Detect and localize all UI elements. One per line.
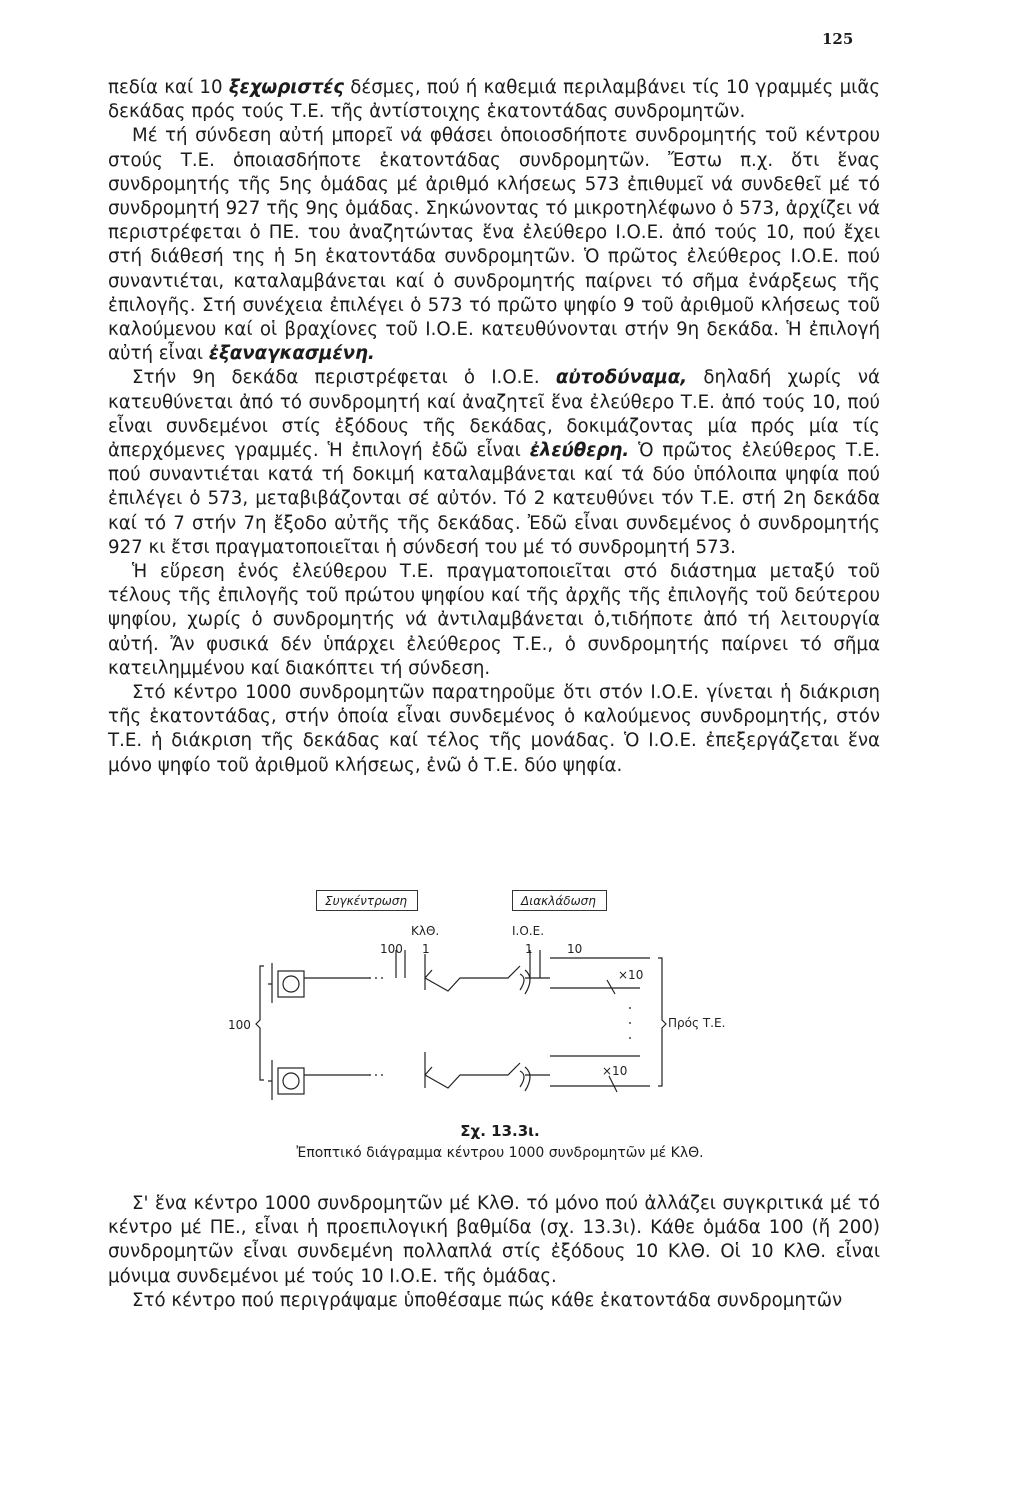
label-1-right: 1 — [525, 942, 533, 956]
text-run: Στό κέντρο 1000 συνδρομητῶν παρατηροῦμε ὅτι στόν Ι.Ο.Ε. γίνεται ἡ διάκριση τῆς ἑκατοντάδας, στήν ὁποία εἶναι συνδεμένος ὁ καλούμενος συνδρομητής, στόν Τ.Ε. ἡ διάκριση τῆς δεκάδας καί τέλος τῆς μονάδας. Ὁ Ι.Ο.Ε. ἐπεξεργάζεται ἕνα μόνο ψηφίο τοῦ ἀριθμοῦ κλήσεως, ἐνῶ ὁ Τ.Ε. δύο ψηφία. — [108, 682, 880, 776]
paragraph — [108, 124, 880, 366]
page-number: 125 — [822, 30, 854, 48]
label-concentration: Συγκέντρωση — [316, 890, 418, 911]
concentration-bank-line — [304, 978, 370, 1075]
label-100-group: 100 — [228, 1018, 251, 1032]
block-diagram — [220, 878, 780, 1118]
text-run: δέσμες, πού ή καθεμιά περιλαμβάνει τίς 10 γραμμές μιᾶς δεκάδας πρός τούς Τ.Ε. τῆς ἀντίστοιχης ἑκατοντάδας συνδρομητῶν. — [108, 77, 880, 123]
emphasis-term: ξεχωριστές — [228, 77, 345, 98]
group-brace — [256, 966, 264, 1080]
paragraph — [108, 76, 880, 124]
label-ioe: Ι.Ο.Ε. — [512, 924, 545, 938]
label-x10-bottom: ×10 — [602, 1064, 628, 1078]
emphasis-term: ἐξαναγκασμένη. — [208, 343, 375, 365]
label-10: 10 — [567, 942, 583, 956]
subscriber-phone-top — [278, 971, 304, 997]
figure-caption-text: Ἐποπτικό διάγραμμα κέντρου 1000 συνδρομητῶν μέ ΚλΘ. — [296, 1145, 704, 1161]
text-run: Ἡ εὕρεση ἑνός ἐλεύθερου Τ.Ε. πραγματοποιεῖται στό διάστημα μεταξύ τοῦ τέλους τῆς ἐπιλογῆς τοῦ πρώτου ψηφίου καί τῆς ἀρχῆς τῆς ἐπιλογῆς τοῦ δεύτερου ψηφίου, χωρίς ὁ συνδρομητής νά ἀντιλαμβάνεται ὁ,τιδήποτε ἀπό τή λειτουργία αὐτή. Ἄν φυσικά δέν ὑπάρχει ἐλεύθερος Τ.Ε., ὁ συνδρομητής παίρνει τό σῆμα κατειλημμένου καί διακόπτει τή σύνδεση. — [108, 561, 880, 679]
bottom-text — [108, 1192, 880, 1313]
paragraph — [108, 366, 880, 560]
figure-13-3i — [220, 878, 780, 1178]
paragraph — [108, 1289, 880, 1313]
subscriber-phone-bottom — [278, 1068, 304, 1094]
label-100-top: 100 — [380, 942, 403, 956]
text-run: Ὁ πρῶτος ἐλεύθερος Τ.Ε. πού συναντιέται κατά τή δοκιμή καταλαμβάνεται καί τά δύο ὑπόλοιπα ψηφία πού ἐπιλέγει ὁ 573, μεταβιβάζονται σέ αὐτόν. Τό 2 κατευθύνει τόν Τ.Ε. στή 2η δεκάδα καί τό 7 στήν 7η ἔξοδο αὐτῆς τῆς δεκάδας. Ἐδῶ εἶναι συνδεμένος ὁ συνδρομητής 927 κι ἔτσι πραγματοποιεῖται ἡ σύνδεσή του μέ τό συνδρομητή 573. — [108, 440, 880, 558]
text-run: Στό κέντρο πού περιγράψαμε ὑποθέσαμε πώς κάθε ἑκατοντάδα συνδρομητῶν — [132, 1289, 843, 1311]
label-x10-top: ×10 — [618, 968, 644, 982]
label-pros-te: Πρός Τ.Ε. — [668, 1016, 726, 1030]
label-distribution: Διακλάδωση — [512, 890, 607, 911]
text-run: Στήν 9η δεκάδα περιστρέφεται ὁ Ι.Ο.Ε. — [132, 367, 556, 389]
text-run: Σ' ἕνα κέντρο 1000 συνδρομητῶν μέ ΚλΘ. τό μόνο πού ἀλλάζει συγκριτικά μέ τό κέντρο μέ ΠΕ., εἶναι ἡ προεπιλογική βαθμίδα (σχ. 13.3ι). Κάθε ὁμάδα 100 (ἤ 200) συνδρομητῶν εἶναι συνδεμένη πολλαπλά στίς ἐξόδους 10 ΚλΘ. Οἱ 10 ΚλΘ. εἶναι μόνιμα συνδεμένοι μέ τούς 10 Ι.Ο.Ε. τῆς ὁμάδας. — [108, 1193, 880, 1287]
figure-caption-number: Σχ. 13.3ι. — [460, 1122, 540, 1140]
to-te-brace — [658, 958, 666, 1086]
paragraph — [108, 560, 880, 681]
text-run: πεδία καί 10 — [108, 77, 229, 98]
paragraph — [108, 1192, 880, 1289]
paragraph — [108, 681, 880, 778]
text-run: Μέ τή σύνδεση αὐτή μπορεῖ νά φθάσει ὁποιοσδήποτε συνδρομητής τοῦ κέντρου στούς Τ.Ε. ὁποιασδήποτε ἑκατοντάδας συνδρομητῶν. Ἔστω π.χ. ὅτι ἕνας συνδρομητής τῆς 5ης ὁμάδας μέ ἀριθμό κλήσεως 573 ἐπιθυμεῖ νά συνδεθεῖ μέ τό συνδρομητή 927 τῆς 9ης ὁμάδας. Σηκώνοντας τό μικροτηλέφωνο ὁ 573, ἀρχίζει νά περιστρέφεται ὁ ΠΕ. του ἀναζητώντας ἕνα ἐλεύθερο Ι.Ο.Ε. ἀπό τούς 10, πού ἔχει στή διάθεσή της ἡ 5η ἑκατοντάδα συνδρομητῶν. Ὁ πρῶτος ἐλεύθερος Ι.Ο.Ε. πού συναντιέται, καταλαμβάνεται καί ὁ συνδρομητής παίρνει τό σῆμα ἐνάρξεως τῆς ἐπιλογῆς. Στή συνέχεια ἐπιλέγει ὁ 573 τό πρῶτο ψηφίο 9 τοῦ ἀριθμοῦ κλήσεως τοῦ καλούμενου καί οἱ βραχίονες τοῦ Ι.Ο.Ε. κατευθύνονται στήν 9η δεκάδα. Ἡ ἐπιλογή αὐτή εἶναι — [108, 125, 880, 365]
line-finder-bottom — [425, 1052, 478, 1088]
group-selector-top — [478, 966, 550, 994]
emphasis-term: ἐλεύθερη. — [529, 440, 630, 462]
line-finder-top — [425, 954, 478, 991]
group-selector-bottom — [478, 1063, 550, 1091]
label-klth: ΚλΘ. — [411, 924, 440, 938]
text-run: δηλαδή χωρίς νά κατευθύνεται ἀπό τό συνδρομητή καί ἀναζητεῖ ἕνα ἐλεύθερο Τ.Ε. ἀπό τούς 10, πού εἶναι συνδεμένοι στίς ἐξόδους τῆς δεκάδας, δοκιμάζοντας μία πρός μία τίς ἀπερχόμενες γραμμές. Ἡ ἐπιλογή ἐδῶ εἶναι — [108, 367, 881, 462]
main-text — [108, 76, 880, 778]
emphasis-term: αὐτοδύναμα, — [555, 367, 688, 389]
label-1-left: 1 — [422, 942, 430, 956]
